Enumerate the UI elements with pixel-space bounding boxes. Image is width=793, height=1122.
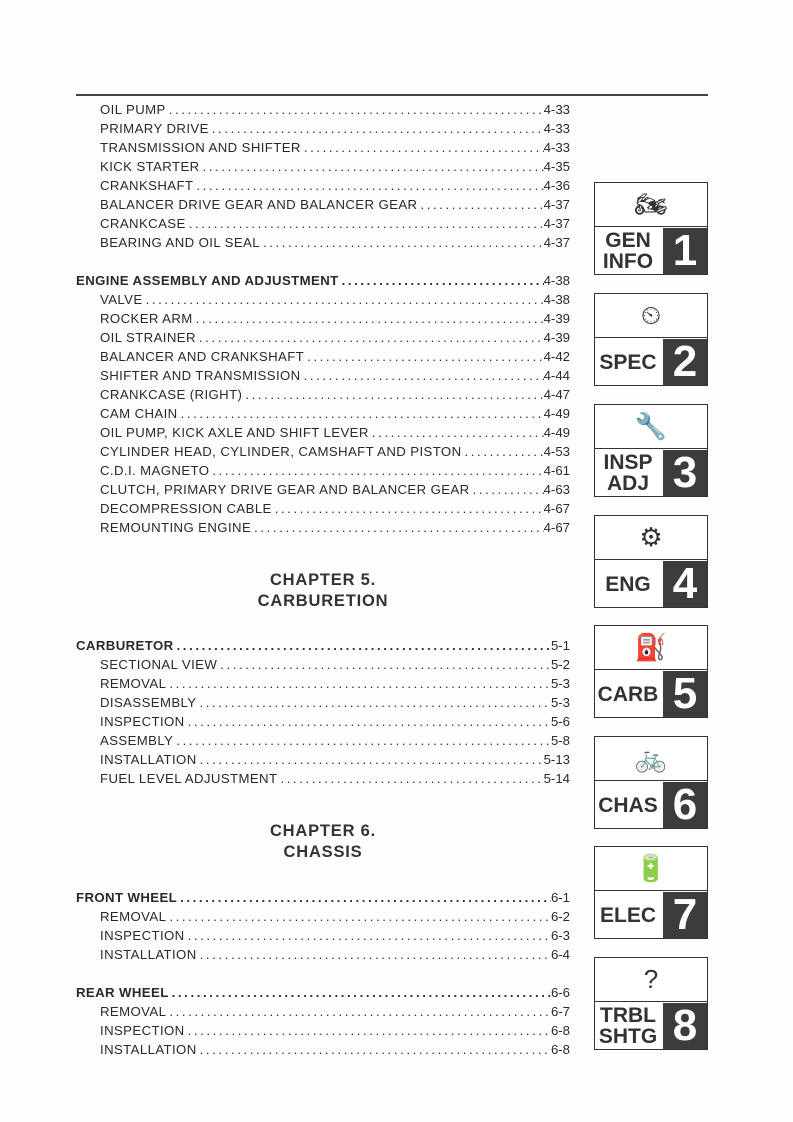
page-number: 4-53 xyxy=(543,444,570,459)
dot-leader xyxy=(180,888,551,907)
tab-label xyxy=(595,671,661,717)
page-number: 5-14 xyxy=(543,771,570,786)
toc-entry[interactable] xyxy=(76,769,570,788)
tab-label-line2: SHTG xyxy=(598,1025,658,1048)
entry-title: REMOVAL xyxy=(100,1004,167,1019)
entry-title: CRANKCASE xyxy=(100,216,186,231)
dot-leader xyxy=(188,1021,551,1040)
entry-title: SECTIONAL VIEW xyxy=(100,657,218,672)
page-number: 5-6 xyxy=(550,714,570,729)
toc-entry[interactable] xyxy=(76,693,570,712)
dot-leader xyxy=(188,712,551,731)
toc-entry[interactable] xyxy=(76,674,570,693)
page-number: 6-3 xyxy=(550,928,570,943)
page-number: 4-37 xyxy=(543,197,570,212)
dot-leader xyxy=(172,983,551,1002)
chapter-tab-5[interactable] xyxy=(594,625,708,718)
toc-entry[interactable] xyxy=(76,328,570,347)
tab-number: 1 xyxy=(663,228,707,274)
entry-title: CRANKCASE (RIGHT) xyxy=(100,387,243,402)
toc-entry[interactable] xyxy=(76,309,570,328)
toc-entry[interactable] xyxy=(76,138,570,157)
tab-label-line1: GEN xyxy=(605,229,651,252)
dot-leader xyxy=(177,636,551,655)
page-number: 4-36 xyxy=(543,178,570,193)
chapter-title: CARBURETION xyxy=(257,592,389,610)
toc-entry[interactable] xyxy=(76,119,570,138)
entry-title: INSPECTION xyxy=(100,714,185,729)
battery-icon: 🔋 xyxy=(595,847,707,891)
toc-entry[interactable] xyxy=(76,423,570,442)
tab-label-line1: ENG xyxy=(605,572,651,596)
dot-leader xyxy=(203,157,544,176)
page-number: 4-49 xyxy=(543,425,570,440)
page-number: 6-7 xyxy=(550,1004,570,1019)
dot-leader xyxy=(200,693,551,712)
dot-leader xyxy=(189,214,544,233)
page-number: 4-67 xyxy=(543,501,570,516)
chapter-heading xyxy=(76,570,570,612)
dot-leader xyxy=(372,423,544,442)
dot-leader xyxy=(212,461,543,480)
page-number: 4-44 xyxy=(543,368,570,383)
entry-title: VALVE xyxy=(100,292,143,307)
dot-leader xyxy=(196,309,544,328)
page-number: 4-61 xyxy=(543,463,570,478)
tab-label xyxy=(595,1003,661,1049)
page-number: 5-3 xyxy=(550,695,570,710)
dot-leader xyxy=(465,442,544,461)
dot-leader xyxy=(263,233,544,252)
chapter-title: CHASSIS xyxy=(283,843,363,861)
page-number: 5-1 xyxy=(550,638,570,653)
toc-section xyxy=(76,636,570,788)
toc-entry[interactable] xyxy=(76,366,570,385)
carburetor-icon: ⛽ xyxy=(595,626,707,670)
entry-title: DECOMPRESSION CABLE xyxy=(100,501,272,516)
page-number: 4-38 xyxy=(543,273,570,288)
toc-entry[interactable] xyxy=(76,712,570,731)
chapter-tab-4[interactable] xyxy=(594,515,708,608)
entry-title: OIL PUMP xyxy=(100,102,166,117)
page-number: 4-33 xyxy=(543,140,570,155)
tab-label-line1: CARB xyxy=(597,682,659,706)
entry-title: CAM CHAIN xyxy=(100,406,178,421)
entry-title: BEARING AND OIL SEAL xyxy=(100,235,260,250)
entry-title: INSPECTION xyxy=(100,1023,185,1038)
dot-leader xyxy=(307,347,543,366)
dot-leader xyxy=(245,385,543,404)
toc-section xyxy=(76,100,570,252)
dot-leader xyxy=(342,271,544,290)
toc-entry[interactable] xyxy=(76,195,570,214)
dot-leader xyxy=(200,750,544,769)
dot-leader xyxy=(275,499,544,518)
dot-leader xyxy=(196,176,543,195)
toc-entry[interactable] xyxy=(76,404,570,423)
toc-entry[interactable] xyxy=(76,499,570,518)
dot-leader xyxy=(280,769,543,788)
entry-title: CYLINDER HEAD, CYLINDER, CAMSHAFT AND PISTON xyxy=(100,444,462,459)
toc-entry[interactable] xyxy=(76,655,570,674)
page-number: 5-8 xyxy=(550,733,570,748)
wrench-icon: 🔧 xyxy=(595,405,707,449)
dot-leader xyxy=(188,926,551,945)
dot-leader xyxy=(169,674,551,693)
page-number: 4-67 xyxy=(543,520,570,535)
dot-leader xyxy=(176,731,551,750)
toc-entry[interactable] xyxy=(76,1021,570,1040)
tab-number: 6 xyxy=(663,782,707,828)
toc-section xyxy=(76,983,570,1059)
toc-entry[interactable] xyxy=(76,1002,570,1021)
chapter-tab-8[interactable] xyxy=(594,957,708,1050)
toc-entry[interactable] xyxy=(76,100,570,119)
page-number: 5-3 xyxy=(550,676,570,691)
dot-leader xyxy=(212,119,544,138)
dot-leader xyxy=(169,1002,551,1021)
tab-label-line1: SPEC xyxy=(599,350,657,374)
tab-label xyxy=(595,782,661,828)
dot-leader xyxy=(146,290,544,309)
page-number: 4-39 xyxy=(543,311,570,326)
page-number: 4-37 xyxy=(543,216,570,231)
toc-heading[interactable] xyxy=(76,636,570,655)
engine-icon: ⚙ xyxy=(595,516,707,560)
toc-section xyxy=(76,271,570,537)
toc-entry[interactable] xyxy=(76,176,570,195)
entry-title: INSPECTION xyxy=(100,928,185,943)
dot-leader xyxy=(169,100,544,119)
entry-title: REAR WHEEL xyxy=(76,985,169,1000)
entry-title: CLUTCH, PRIMARY DRIVE GEAR AND BALANCER GEAR xyxy=(100,482,470,497)
question-icon: ? xyxy=(595,958,707,1002)
page-number: 6-4 xyxy=(550,947,570,962)
top-rule xyxy=(76,94,708,96)
toc-entry[interactable] xyxy=(76,442,570,461)
entry-title: REMOUNTING ENGINE xyxy=(100,520,252,535)
entry-title: C.D.I. MAGNETO xyxy=(100,463,210,478)
toc-entry[interactable] xyxy=(76,518,570,537)
dot-leader xyxy=(254,518,543,537)
page-number: 4-39 xyxy=(543,330,570,345)
tab-number: 3 xyxy=(663,450,707,496)
toc-heading[interactable] xyxy=(76,888,570,907)
tab-label-line1: INSP xyxy=(603,451,653,474)
dot-leader xyxy=(200,945,551,964)
dot-leader xyxy=(304,138,544,157)
entry-title: KICK STARTER xyxy=(100,159,200,174)
entry-title: PRIMARY DRIVE xyxy=(100,121,209,136)
toc-entry[interactable] xyxy=(76,907,570,926)
chapter-tab-2[interactable] xyxy=(594,293,708,386)
entry-title: ENGINE ASSEMBLY AND ADJUSTMENT xyxy=(76,273,339,288)
dot-leader xyxy=(220,655,551,674)
toc-entry[interactable] xyxy=(76,480,570,499)
toc-heading[interactable] xyxy=(76,271,570,290)
tab-number: 2 xyxy=(663,339,707,385)
chapter-tab-3[interactable] xyxy=(594,404,708,497)
tab-label xyxy=(595,892,661,938)
page-number: 4-33 xyxy=(543,121,570,136)
entry-title: REMOVAL xyxy=(100,676,167,691)
entry-title: REMOVAL xyxy=(100,909,167,924)
tab-label xyxy=(595,228,661,274)
tab-label xyxy=(595,561,661,607)
entry-title: TRANSMISSION AND SHIFTER xyxy=(100,140,301,155)
page-number: 4-47 xyxy=(543,387,570,402)
page-number: 6-8 xyxy=(550,1042,570,1057)
page-number: 6-1 xyxy=(550,890,570,905)
page-number: 4-49 xyxy=(543,406,570,421)
toc-entry[interactable] xyxy=(76,385,570,404)
page-number: 6-6 xyxy=(550,985,570,1000)
page-number: 4-33 xyxy=(543,102,570,117)
chapter-heading xyxy=(76,821,570,863)
page-number: 4-63 xyxy=(543,482,570,497)
tab-label-line2: ADJ xyxy=(606,472,649,495)
toc-entry[interactable] xyxy=(76,926,570,945)
dot-leader xyxy=(200,1040,551,1059)
toc-entry[interactable] xyxy=(76,214,570,233)
entry-title: BALANCER AND CRANKSHAFT xyxy=(100,349,305,364)
entry-title: FRONT WHEEL xyxy=(76,890,178,905)
entry-title: ROCKER ARM xyxy=(100,311,193,326)
dot-leader xyxy=(420,195,543,214)
dot-leader xyxy=(199,328,544,347)
page-number: 6-8 xyxy=(550,1023,570,1038)
dot-leader xyxy=(181,404,544,423)
entry-title: INSTALLATION xyxy=(100,947,197,962)
tab-label-line2: INFO xyxy=(602,250,654,273)
tab-number: 8 xyxy=(663,1003,707,1049)
gauge-icon: ⏲ xyxy=(595,294,707,338)
toc-entry[interactable] xyxy=(76,1040,570,1059)
entry-title: INSTALLATION xyxy=(100,1042,197,1057)
page-number: 4-35 xyxy=(543,159,570,174)
page-number: 5-2 xyxy=(550,657,570,672)
chapter-tab-1[interactable] xyxy=(594,182,708,275)
toc-entry[interactable] xyxy=(76,750,570,769)
entry-title: ASSEMBLY xyxy=(100,733,174,748)
motorcycle-icon: 🏍 xyxy=(595,183,707,227)
page-number: 4-37 xyxy=(543,235,570,250)
entry-title: OIL PUMP, KICK AXLE AND SHIFT LEVER xyxy=(100,425,369,440)
toc-entry[interactable] xyxy=(76,945,570,964)
toc-entry[interactable] xyxy=(76,731,570,750)
tab-number: 7 xyxy=(663,892,707,938)
chapter-number: CHAPTER 5. xyxy=(269,571,377,589)
entry-title: CARBURETOR xyxy=(76,638,174,653)
dot-leader xyxy=(473,480,544,499)
tab-label xyxy=(595,339,661,385)
entry-title: FUEL LEVEL ADJUSTMENT xyxy=(100,771,278,786)
toc-section xyxy=(76,888,570,964)
toc-entry[interactable] xyxy=(76,347,570,366)
tab-number: 5 xyxy=(663,671,707,717)
tab-label xyxy=(595,450,661,496)
page-number: 6-2 xyxy=(550,909,570,924)
entry-title: BALANCER DRIVE GEAR AND BALANCER GEAR xyxy=(100,197,418,212)
toc-entry[interactable] xyxy=(76,233,570,252)
entry-title: DISASSEMBLY xyxy=(100,695,197,710)
tab-number: 4 xyxy=(663,561,707,607)
toc-entry[interactable] xyxy=(76,157,570,176)
chassis-icon: 🚲 xyxy=(595,737,707,781)
page-number: 4-42 xyxy=(543,349,570,364)
toc-heading[interactable] xyxy=(76,983,570,1002)
entry-title: CRANKSHAFT xyxy=(100,178,194,193)
entry-title: OIL STRAINER xyxy=(100,330,196,345)
page-number: 5-13 xyxy=(543,752,570,767)
chapter-tab-6[interactable] xyxy=(594,736,708,829)
toc-entry[interactable] xyxy=(76,461,570,480)
tab-label-line1: TRBL xyxy=(600,1004,656,1027)
page-number: 4-38 xyxy=(543,292,570,307)
tab-label-line1: CHAS xyxy=(598,793,658,817)
entry-title: INSTALLATION xyxy=(100,752,197,767)
chapter-number: CHAPTER 6. xyxy=(269,822,377,840)
entry-title: SHIFTER AND TRANSMISSION xyxy=(100,368,301,383)
dot-leader xyxy=(304,366,544,385)
tab-label-line1: ELEC xyxy=(599,903,656,927)
chapter-tab-7[interactable] xyxy=(594,846,708,939)
dot-leader xyxy=(169,907,551,926)
toc-entry[interactable] xyxy=(76,290,570,309)
